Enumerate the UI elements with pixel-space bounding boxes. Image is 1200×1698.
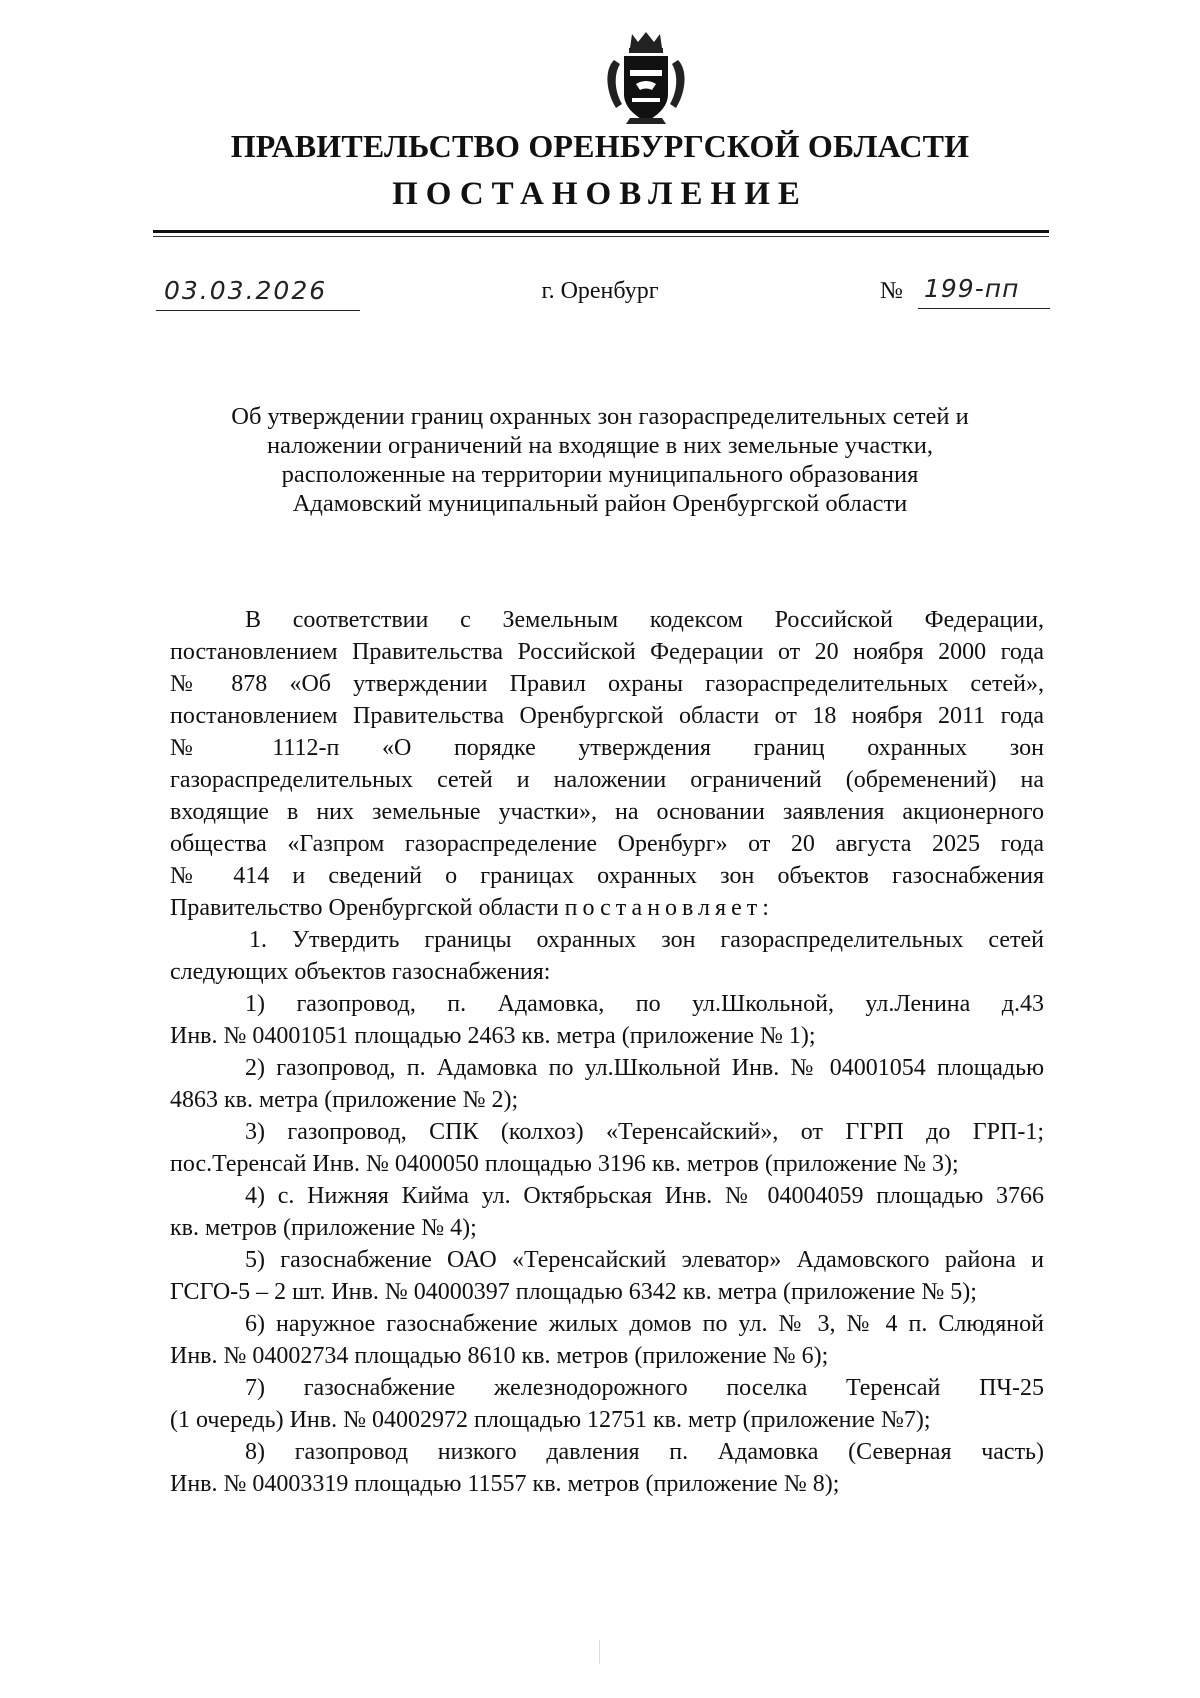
subitem-2-line: 4863 кв. метра (приложение № 2);	[170, 1087, 519, 1113]
item-1-line: 1. Утвердить границы охранных зон газораспределительных сетей	[249, 927, 1044, 953]
subitem-6-line: 6) наружное газоснабжение жилых домов по ул. № 3, № 4 п. Слюдяной	[245, 1311, 1044, 1337]
preamble-line: № 414 и сведений о границах охранных зон объектов газоснабжения	[170, 863, 1044, 889]
header-rule-thin	[153, 236, 1049, 237]
preamble-line: В соответствии с Земельным кодексом Российской Федерации,	[245, 607, 1044, 633]
number-sign: №	[880, 278, 903, 304]
document-body	[170, 604, 1044, 1500]
subitem-3-line: пос.Теренсай Инв. № 0400050 площадью 3196 кв. метров (приложение № 3);	[170, 1151, 959, 1177]
item-1-line: следующих объектов газоснабжения:	[170, 959, 551, 985]
preamble-line: входящие в них земельные участки», на основании заявления акционерного	[170, 799, 1044, 825]
preamble-subject: Правительство Оренбургской области	[170, 895, 559, 921]
subitem-8-line: Инв. № 04003319 площадью 11557 кв. метров (приложение № 8);	[170, 1471, 840, 1497]
preamble-line: № 878 «Об утверждении Правил охраны газораспределительных сетей»,	[170, 671, 1044, 697]
document-type-title: ПОСТАНОВЛЕНИЕ	[392, 176, 808, 212]
preamble-line: газораспределительных сетей и наложении ограничений (обременений) на	[170, 767, 1044, 793]
preamble-line: постановлением Правительства Российской Федерации от 20 ноября 2000 года	[170, 639, 1044, 665]
scan-artifact	[599, 1640, 600, 1664]
document-city: г. Оренбург	[541, 278, 659, 304]
header-rule-thick	[153, 230, 1049, 233]
subitem-2-line: 2) газопровод, п. Адамовка по ул.Школьной Инв. № 04001054 площадью	[245, 1055, 1044, 1081]
preamble-line: постановлением Правительства Оренбургской области от 18 ноября 2011 года	[170, 703, 1044, 729]
document-subject	[170, 402, 1030, 518]
preamble-line: общества «Газпром газораспределение Оренбург» от 20 августа 2025 года	[170, 831, 1044, 857]
subitem-8-line: 8) газопровод низкого давления п. Адамовка (Северная часть)	[245, 1439, 1044, 1465]
resolution-verb: постановляет:	[564, 895, 774, 921]
subitem-1-line: 1) газопровод, п. Адамовка, по ул.Школьной, ул.Ленина д.43	[245, 991, 1044, 1017]
subitem-3-line: 3) газопровод, СПК (колхоз) «Теренсайский», от ГГРП до ГРП-1;	[245, 1119, 1044, 1145]
organization-title: ПРАВИТЕЛЬСТВО ОРЕНБУРГСКОЙ ОБЛАСТИ	[230, 128, 970, 164]
subject-line: расположенные на территории муниципального образования	[281, 461, 919, 488]
subitem-7-line: 7) газоснабжение железнодорожного поселка Теренсай ПЧ-25	[245, 1375, 1044, 1401]
subitem-7-line: (1 очередь) Инв. № 04002972 площадью 12751 кв. метр (приложение №7);	[170, 1407, 931, 1433]
subitem-5-line: ГСГО-5 – 2 шт. Инв. № 04000397 площадью 6342 кв. метра (приложение № 5);	[170, 1279, 977, 1305]
subitem-5-line: 5) газоснабжение ОАО «Теренсайский элеватор» Адамовского района и	[245, 1247, 1044, 1273]
subitem-1-line: Инв. № 04001051 площадью 2463 кв. метра (приложение № 1);	[170, 1023, 816, 1049]
preamble-line	[170, 892, 1044, 924]
subject-line: наложении ограничений на входящие в них земельные участки,	[267, 432, 933, 459]
preamble-line: № 1112-п «О порядке утверждения границ охранных зон	[170, 735, 1044, 761]
subject-line: Об утверждении границ охранных зон газораспределительных сетей и	[231, 403, 969, 430]
coat-of-arms-emblem	[596, 30, 696, 128]
subitem-6-line: Инв. № 04002734 площадью 8610 кв. метров (приложение № 6);	[170, 1343, 829, 1369]
subject-line: Адамовский муниципальный район Оренбургской области	[292, 490, 908, 517]
document-number: 199-пп	[918, 274, 1050, 309]
subitem-4-line: кв. метров (приложение № 4);	[170, 1215, 477, 1241]
subitem-4-line: 4) с. Нижняя Кийма ул. Октябрьская Инв. № 04004059 площадью 3766	[245, 1183, 1044, 1209]
document-date: 03.03.2026	[156, 276, 360, 311]
